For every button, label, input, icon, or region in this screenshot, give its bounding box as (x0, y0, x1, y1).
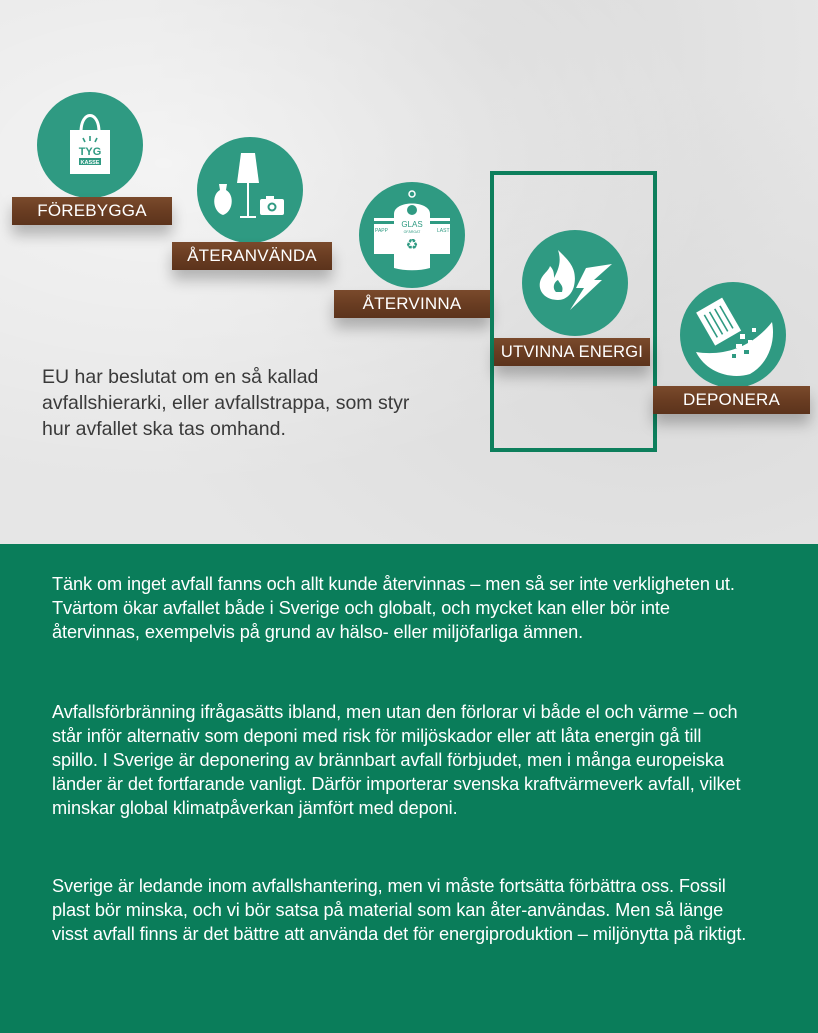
recycle-icon: ♻ (405, 237, 419, 253)
step-label-forebygga: FÖREBYGGA (12, 197, 172, 225)
paragraph-3: Sverige är ledande inom avfallshantering, men vi måste fortsätta förbättra oss. Fossil plast bör minska, och vi bör satsa på material som kan åter-användas. Men så länge visst avfall finns är det bättre att använda det för energiproduktion – miljönytta på riktigt. (52, 876, 747, 944)
recycling-bins-icon (359, 182, 465, 288)
bin-label-ofargat: OFÄRGAT (403, 230, 421, 234)
lamp-vase-camera-icon (197, 137, 303, 243)
paragraph-1: Tänk om inget avfall fanns och allt kunde återvinnas – men så ser inte verkligheten ut. Tvärtom ökar avfallet både i Sverige och globalt, och mycket kan eller bör inte återvinnas, exempelvis på grund av hälso- eller miljöfarliga ämnen. (52, 574, 735, 642)
bin-label-last: LAST (437, 228, 450, 234)
step-label-ateranvanda: ÅTERANVÄNDA (172, 242, 332, 270)
tote-bag-text-tyg: TYG (78, 146, 102, 158)
paragraph-2: Avfallsförbränning ifrågasätts ibland, men utan den förlorar vi både el och värme – och står inför alternativ som deponi med risk för miljöskador eller att låta energin gå till spillo. I Sverige är deponering av brännbart avfall förbjudet, men i många europeiska länder är det fortfarande vanligt. Därför importerar svenska kraftvärmeverk avfall, vilket minskar global klimatpåverkan jämfört med deponi. (52, 702, 741, 818)
landfill-dump-icon (680, 282, 786, 388)
text-band (0, 544, 818, 1033)
step-label-utvinna-energi: UTVINNA ENERGI (494, 338, 650, 366)
intro-text: EU har beslutat om en så kallad avfallshierarki, eller avfallstrappa, som styr hur avfallet ska tas omhand. (42, 366, 410, 440)
flame-lightning-icon (522, 230, 628, 336)
tote-bag-text-kasse: KASSE (80, 160, 100, 166)
tote-bag-icon (37, 92, 143, 198)
bin-label-glas: GLAS (401, 220, 423, 229)
bin-label-papp: PAPP (375, 228, 388, 234)
step-label-atervinna: ÅTERVINNA (334, 290, 490, 318)
step-label-deponera: DEPONERA (653, 386, 810, 414)
